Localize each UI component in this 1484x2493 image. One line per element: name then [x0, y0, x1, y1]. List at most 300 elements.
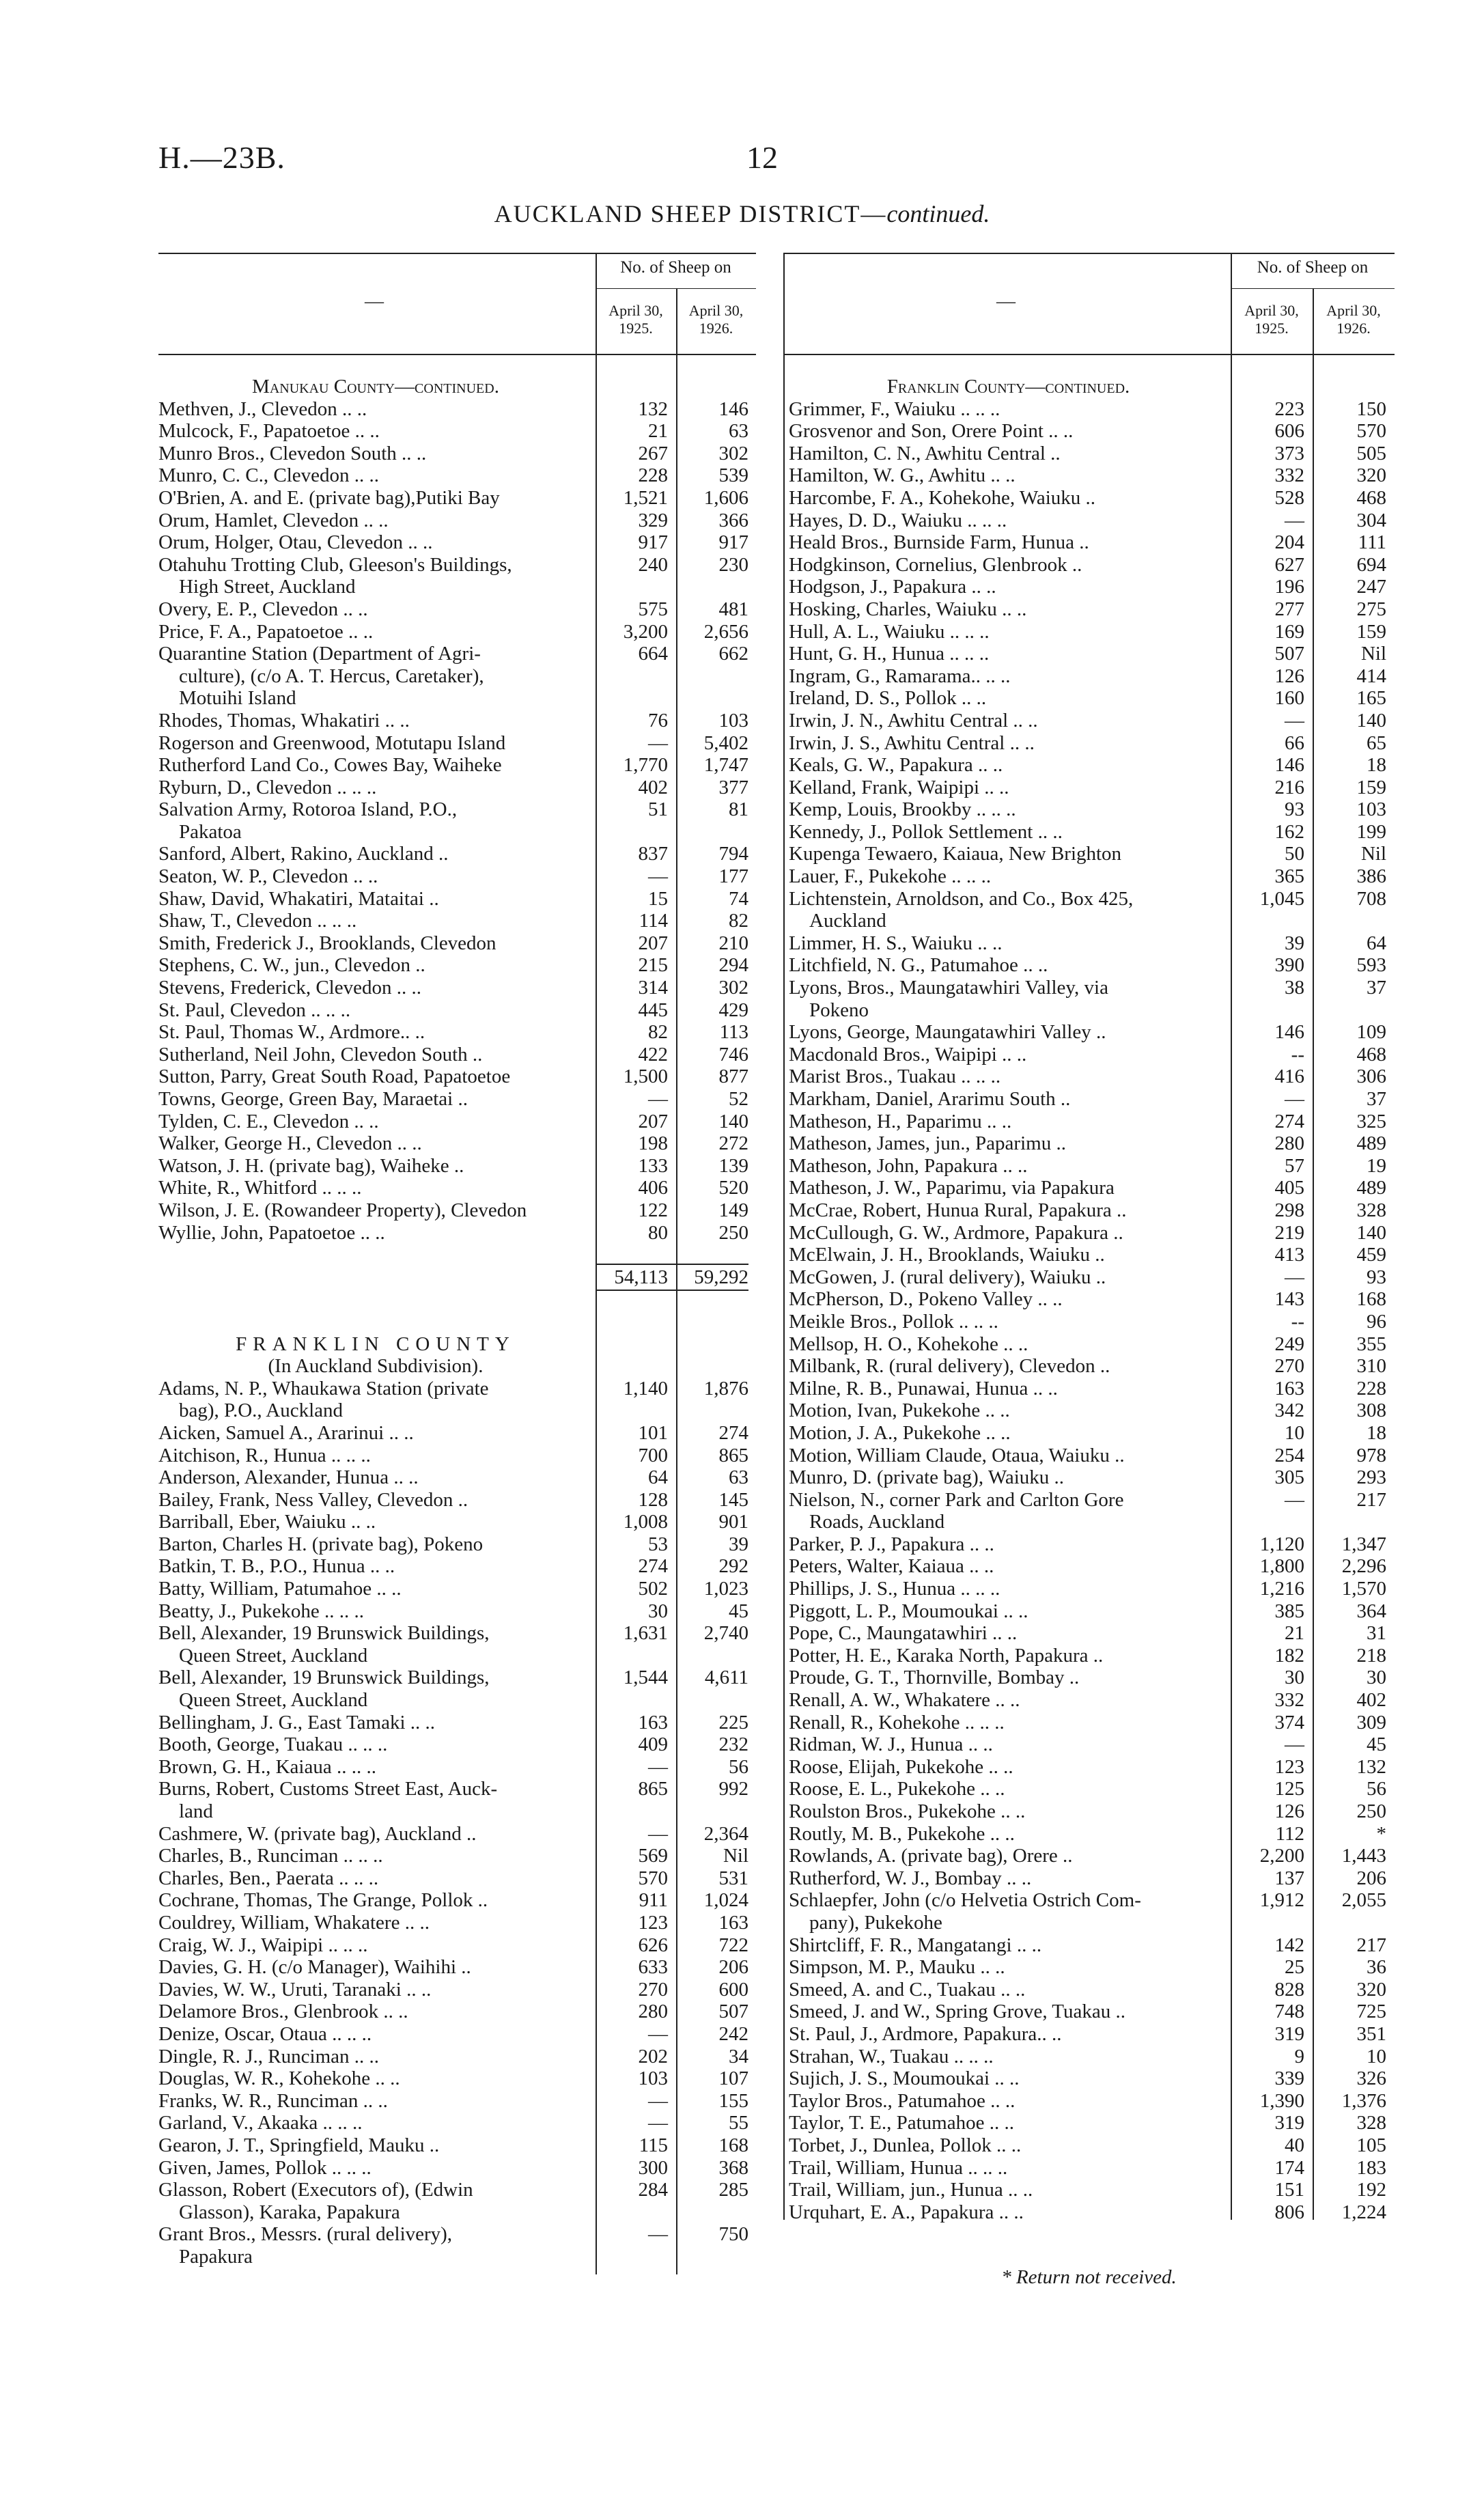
entry-name: Munro Bros., Clevedon South .. .. [158, 442, 427, 464]
table-row [158, 1712, 756, 1734]
entry-name: Price, F. A., Papatoetoe .. .. [158, 620, 374, 643]
title-main: AUCKLAND SHEEP [494, 200, 732, 227]
sheep-1925-value: 280 [638, 2001, 668, 2023]
col-1926-header: April 30, 1926. [688, 302, 744, 337]
sheep-1925-value: 223 [1274, 398, 1304, 420]
sheep-1925-value: 76 [648, 709, 668, 732]
entry-name: Piggott, L. P., Moumoukai .. .. [789, 1600, 1028, 1622]
sheep-1926-value: 368 [718, 2156, 748, 2179]
sheep-1925-value: 319 [1274, 2022, 1304, 2045]
entry-name: Dingle, R. J., Runciman .. .. [158, 2045, 380, 2067]
sheep-1925-value: 806 [1274, 2201, 1304, 2223]
total-rule [596, 1264, 748, 1265]
sheep-1926-value: 228 [1356, 1377, 1386, 1399]
sheep-1926-value: 308 [1356, 1399, 1386, 1422]
entry-name: Routly, M. B., Pukekohe .. .. [789, 1822, 1015, 1845]
entry-name: Matheson, H., Paparimu .. .. [789, 1110, 1012, 1132]
entry-name: Heald Bros., Burnside Farm, Hunua .. [789, 531, 1089, 554]
sheep-1925-value: 270 [1274, 1355, 1304, 1378]
table-row [158, 1355, 756, 1378]
sheep-1926-value: 750 [718, 2223, 748, 2246]
table-row [783, 1177, 1395, 1199]
table-row [158, 1600, 756, 1623]
entry-name: Rogerson and Greenwood, Motutapu Island [158, 732, 506, 754]
sheep-1925-value: -- [1291, 1310, 1304, 1333]
entry-name: Munro, D. (private bag), Waiuku .. [789, 1466, 1065, 1489]
table-row [158, 732, 756, 755]
sheep-1926-value: 304 [1356, 509, 1386, 531]
table-row [158, 1555, 756, 1578]
table-row [783, 1422, 1395, 1445]
table-row [783, 777, 1395, 799]
table-row [783, 1889, 1395, 1912]
sheep-1926-value: 992 [718, 1778, 748, 1800]
table-row [158, 1288, 756, 1311]
sheep-1925-value: 51 [648, 798, 668, 821]
sheep-1925-value: 204 [1274, 531, 1304, 554]
sheep-1926-value: 468 [1356, 1043, 1386, 1066]
sheep-1926-value: 217 [1356, 1934, 1386, 1956]
table-row [783, 621, 1395, 643]
table-row [783, 1645, 1395, 1667]
entry-name: Kupenga Tewaero, Kaiaua, New Brighton [789, 843, 1122, 865]
sheep-1925-value: 502 [638, 1578, 668, 1600]
table-row [158, 1889, 756, 1912]
sheep-1926-value: 429 [718, 999, 748, 1021]
table-row [783, 865, 1395, 888]
sheep-1925-value: — [648, 1822, 668, 1845]
table-row [158, 2246, 756, 2268]
sheep-1925-value: 1,770 [623, 754, 668, 777]
entry-name: Meikle Bros., Pollok .. .. .. [789, 1310, 998, 1333]
sheep-1925-value: — [648, 1088, 668, 1110]
table-row [158, 1778, 756, 1800]
sheep-1925-value: 202 [638, 2045, 668, 2067]
sheep-1925-value: 1,008 [623, 1511, 668, 1533]
entry-name: Batkin, T. B., P.O., Hunua .. .. [158, 1555, 395, 1578]
sheep-1926-value: 145 [718, 1488, 748, 1511]
sheep-1926-value: 150 [1356, 398, 1386, 420]
sheep-1925-value: 445 [638, 999, 668, 1021]
sheep-1926-value: 206 [1356, 1867, 1386, 1889]
table-row [158, 598, 756, 621]
sheep-1926-value: 55 [729, 2112, 748, 2134]
sheep-1926-value: 662 [718, 643, 748, 665]
section-heading: Manukau County—continued. [252, 376, 499, 398]
sheep-1925-value: 216 [1274, 776, 1304, 798]
table-row [158, 1021, 756, 1044]
table-row [158, 1845, 756, 1867]
sheep-1925-value: 66 [1285, 732, 1304, 754]
sheep-1926-value: 309 [1356, 1711, 1386, 1733]
entry-name: Franks, W. R., Runciman .. .. [158, 2089, 388, 2112]
sheep-1925-value: 274 [638, 1555, 668, 1578]
entry-name: Overy, E. P., Clevedon .. .. [158, 598, 368, 620]
sheep-1926-value: 168 [718, 2134, 748, 2156]
sheep-1925-value: 406 [638, 1177, 668, 1199]
sheep-1925-value: 917 [638, 531, 668, 554]
sheep-1926-value: 36 [1367, 1956, 1386, 1979]
table-row [783, 1199, 1395, 1222]
sheep-1925-value: 1,500 [623, 1066, 668, 1088]
sheep-1925-value: 277 [1274, 598, 1304, 620]
entry-name: Renall, A. W., Whakatere .. .. [789, 1689, 1020, 1712]
table-header-rule [783, 354, 1395, 355]
entry-name: Towns, George, Green Bay, Maraetai .. [158, 1088, 468, 1110]
table-row [783, 464, 1395, 487]
table-row [158, 1155, 756, 1178]
entry-name: Methven, J., Clevedon .. .. [158, 398, 367, 420]
sheep-1925-value: 53 [648, 1533, 668, 1555]
table-row [158, 398, 756, 421]
table-row [158, 1266, 756, 1289]
sheep-1925-value: 163 [1274, 1377, 1304, 1399]
sheep-1926-value: 139 [718, 1154, 748, 1177]
table-row [783, 1533, 1395, 1556]
sheep-1926-value: 109 [1356, 1021, 1386, 1044]
table-row [783, 2001, 1395, 2023]
sheep-1926-value: 877 [718, 1066, 748, 1088]
sheep-1925-value: — [1285, 1266, 1304, 1288]
sheep-1926-value: Nil [1360, 843, 1386, 865]
sheep-1926-value: 306 [1356, 1066, 1386, 1088]
entry-name: Queen Street, Auckland [179, 1689, 368, 1712]
sheep-1926-value: 165 [1356, 687, 1386, 710]
sheep-1926-value: 1,876 [703, 1377, 748, 1399]
table-row [158, 2046, 756, 2068]
sheep-1926-value: * [1376, 1822, 1386, 1845]
entry-name: Given, James, Pollok .. .. .. [158, 2156, 372, 2179]
sheep-1925-value: 569 [638, 1845, 668, 1867]
table-row [158, 2134, 756, 2157]
entry-name: Mellsop, H. O., Kohekohe .. .. [789, 1333, 1028, 1355]
sheep-1925-value: 1,120 [1259, 1533, 1304, 1555]
sheep-1926-value: 593 [1356, 954, 1386, 977]
sheep-1925-value: 133 [638, 1154, 668, 1177]
table-row [783, 1244, 1395, 1266]
sheep-1926-value: 64 [1367, 932, 1386, 954]
section-heading: Franklin County—continued. [886, 376, 1130, 398]
table-row [783, 1689, 1395, 1712]
entry-name: Bailey, Frank, Ness Valley, Clevedon .. [158, 1488, 468, 1511]
entry-name: Auckland [809, 910, 886, 932]
table-row [158, 1199, 756, 1222]
table-row [158, 420, 756, 443]
table-row [158, 1622, 756, 1645]
entry-name: Smeed, J. and W., Spring Grove, Tuakau .. [789, 2001, 1125, 2023]
table-row [783, 1667, 1395, 1689]
sheep-1925-value: 112 [1275, 1822, 1304, 1845]
table-row [158, 954, 756, 977]
entry-name: Taylor, T. E., Patumahoe .. .. [789, 2112, 1014, 2134]
table-row [783, 554, 1395, 576]
sheep-1926-value: 168 [1356, 1288, 1386, 1311]
entry-name: Markham, Daniel, Ararimu South .. [789, 1088, 1071, 1110]
sheep-1926-value: 1,606 [703, 486, 748, 509]
entry-name: Denize, Oscar, Otaua .. .. .. [158, 2022, 372, 2045]
sheep-1926-value: 310 [1356, 1355, 1386, 1378]
sheep-1926-value: 111 [1358, 531, 1386, 554]
sheep-1925-value: 215 [638, 954, 668, 977]
table-row [783, 1222, 1395, 1244]
sheep-1926-value: 917 [718, 531, 748, 554]
entry-name: Salvation Army, Rotoroa Island, P.O., [158, 798, 458, 821]
entry-name: Parker, P. J., Papakura .. .. [789, 1533, 994, 1555]
entry-name: Urquhart, E. A., Papakura .. .. [789, 2201, 1024, 2223]
table-row [158, 1912, 756, 1934]
table-row [158, 531, 756, 554]
sheep-count-group-header: No. of Sheep on [620, 258, 731, 277]
sheep-1925-value: 305 [1274, 1466, 1304, 1489]
sheep-1926-value: 1,224 [1341, 2201, 1386, 2223]
sheep-1925-value: 606 [1274, 420, 1304, 443]
entry-name: Sanford, Albert, Rakino, Auckland .. [158, 843, 449, 865]
entry-name: Aitchison, R., Hunua .. .. .. [158, 1444, 371, 1466]
table-row [783, 1355, 1395, 1378]
sheep-1926-value: 52 [729, 1088, 748, 1110]
sheep-1925-value: 240 [638, 553, 668, 576]
sheep-1926-value: 746 [718, 1043, 748, 1066]
entry-name: Phillips, J. S., Hunua .. .. .. [789, 1578, 1000, 1600]
sheep-1926-value: 218 [1356, 1644, 1386, 1667]
entry-name: Peters, Walter, Kaiaua .. .. [789, 1555, 994, 1578]
table-row [783, 487, 1395, 510]
entry-name: McElwain, J. H., Brooklands, Waiuku .. [789, 1244, 1105, 1266]
sheep-1925-value: 837 [638, 843, 668, 865]
table-row [783, 598, 1395, 621]
entry-name: Smith, Frederick J., Brooklands, Clevedon [158, 932, 496, 954]
entry-name: Grimmer, F., Waiuku .. .. .. [789, 398, 1000, 420]
county-heading: FRANKLIN COUNTY [236, 1333, 516, 1355]
sheep-1926-value: 45 [1367, 1733, 1386, 1756]
table-row [158, 1177, 756, 1199]
entry-name: Aicken, Samuel A., Ararinui .. .. [158, 1421, 414, 1444]
sheep-1926-value: 81 [729, 798, 748, 821]
entry-name: Orum, Hamlet, Clevedon .. .. [158, 509, 389, 531]
sheep-1925-value: 413 [1274, 1244, 1304, 1266]
sheep-1925-value: -- [1291, 1043, 1304, 1066]
entry-name: Ridman, W. J., Hunua .. .. [789, 1733, 993, 1756]
table-row [158, 1466, 756, 1489]
sheep-1926-value: 377 [718, 776, 748, 798]
table-row [783, 1311, 1395, 1333]
table-row [783, 376, 1395, 398]
entry-name: Quarantine Station (Department of Agri- [158, 643, 481, 665]
sheep-1925-value: 196 [1274, 576, 1304, 598]
table-row [158, 2201, 756, 2224]
table-row [158, 1489, 756, 1512]
sheep-1926-value: 242 [718, 2022, 748, 2045]
table-row [783, 1756, 1395, 1779]
sheep-1925-value: 664 [638, 643, 668, 665]
sheep-1925-value: 575 [638, 598, 668, 620]
table-row [158, 554, 756, 576]
table-row [158, 1823, 756, 1846]
sheep-1926-value: Nil [1360, 643, 1386, 665]
sheep-1926-value: 132 [1356, 1755, 1386, 1778]
table-row [158, 1132, 756, 1155]
entry-name: Otahuhu Trotting Club, Gleeson's Buildings, [158, 553, 512, 576]
col-1925-header: April 30, 1925. [608, 302, 663, 337]
sheep-1926-value: 481 [718, 598, 748, 620]
sheep-1925-value: 114 [639, 910, 668, 932]
entry-name: Rutherford Land Co., Cowes Bay, Waiheke [158, 754, 502, 777]
sheep-1926-value: 192 [1356, 2179, 1386, 2201]
table-row [158, 376, 756, 398]
entry-name: Rhodes, Thomas, Whakatiri .. .. [158, 709, 410, 732]
table-row [158, 665, 756, 688]
table-row [158, 1667, 756, 1689]
sheep-1925-value: 374 [1274, 1711, 1304, 1733]
sheep-1925-value: 314 [638, 977, 668, 999]
sheep-1925-value: 25 [1285, 1956, 1304, 1979]
entry-name: pany), Pukekohe [809, 1911, 942, 1934]
table-row [783, 910, 1395, 932]
entry-name: St. Paul, Clevedon .. .. .. [158, 999, 351, 1021]
table-row [158, 1979, 756, 2001]
sheep-1925-value: 626 [638, 1934, 668, 1956]
entry-name: Couldrey, William, Whakatere .. .. [158, 1911, 430, 1934]
table-row [158, 1645, 756, 1667]
table-row [783, 1399, 1395, 1422]
table-row [783, 888, 1395, 910]
table-row [158, 576, 756, 598]
sheep-1926-value: 1,347 [1341, 1533, 1386, 1555]
table-row [783, 1155, 1395, 1178]
table-row [783, 665, 1395, 688]
table-row [783, 2179, 1395, 2201]
table-row [783, 732, 1395, 755]
table-row [158, 1111, 756, 1133]
header-subline [596, 288, 756, 289]
sheep-1925-value: 373 [1274, 442, 1304, 464]
table-row [158, 2157, 756, 2179]
sheep-1925-value: 1,521 [623, 486, 668, 509]
sheep-1926-value: 355 [1356, 1333, 1386, 1355]
entry-name: Potter, H. E., Karaka North, Papakura .. [789, 1644, 1104, 1667]
table-row [783, 2046, 1395, 2068]
sheep-1925-value: 228 [638, 464, 668, 487]
table-row [783, 1555, 1395, 1578]
sheep-1926-value: 107 [718, 2067, 748, 2090]
sheep-1925-value: — [1285, 1488, 1304, 1511]
sheep-1926-value: Nil [723, 1845, 748, 1867]
sheep-1926-value: 489 [1356, 1177, 1386, 1199]
table-row [158, 1044, 756, 1066]
table-row [158, 464, 756, 487]
table-row [158, 2001, 756, 2023]
table-row [783, 1622, 1395, 1645]
entry-name: Wilson, J. E. (Rowandeer Property), Clevedon [158, 1199, 527, 1221]
table-row [783, 1466, 1395, 1489]
sheep-1926-value: 105 [1356, 2134, 1386, 2156]
entry-name: Irwin, J. S., Awhitu Central .. .. [789, 732, 1035, 754]
entry-name: Sutherland, Neil John, Clevedon South .. [158, 1043, 483, 1066]
sheep-1926-value: 272 [718, 1132, 748, 1155]
sheep-1926-value: 159 [1356, 776, 1386, 798]
sheep-1926-value: 325 [1356, 1110, 1386, 1132]
table-row [783, 1378, 1395, 1400]
sheep-1925-value: 125 [1274, 1778, 1304, 1800]
table-row [783, 2201, 1395, 2224]
table-row [158, 999, 756, 1022]
entry-name: Bell, Alexander, 19 Brunswick Buildings, [158, 1667, 490, 1689]
entry-name: Watson, J. H. (private bag), Waiheke .. [158, 1154, 464, 1177]
sheep-1926-value: 1,747 [703, 754, 748, 777]
entry-name: Roulston Bros., Pukekohe .. .. [789, 1800, 1026, 1822]
table-row [783, 1021, 1395, 1044]
sheep-1926-value: 402 [1356, 1689, 1386, 1712]
table-row [158, 1066, 756, 1088]
title-italic: continued. [886, 200, 990, 227]
sheep-1925-value: 30 [1285, 1667, 1304, 1689]
sheep-1925-value: 332 [1274, 464, 1304, 487]
entry-name: bag), P.O., Auckland [179, 1399, 344, 1422]
sheep-1925-value: 103 [638, 2067, 668, 2090]
entry-name: McPherson, D., Pokeno Valley .. .. [789, 1288, 1063, 1311]
sheep-1926-value: 232 [718, 1733, 748, 1756]
sheep-1926-value: 140 [1356, 1221, 1386, 1244]
sheep-1925-value: 207 [638, 1110, 668, 1132]
entry-name: Tylden, C. E., Clevedon .. .. [158, 1110, 379, 1132]
table-row [783, 2157, 1395, 2179]
sheep-count-group-header: No. of Sheep on [1257, 258, 1369, 277]
sheep-1926-value: 155 [718, 2089, 748, 2112]
sheep-1925-value: 39 [1285, 932, 1304, 954]
sheep-1925-value: 80 [648, 1221, 668, 1244]
sheep-1926-value: 34 [729, 2045, 748, 2067]
table-row [783, 1934, 1395, 1957]
sheep-1925-value: 1,216 [1259, 1578, 1304, 1600]
entry-name: Smeed, A. and C., Tuakau .. .. [789, 1978, 1026, 2001]
sheep-1926-value: 206 [718, 1956, 748, 1979]
table-row [783, 1044, 1395, 1066]
entry-name: Marist Bros., Tuakau .. .. .. [789, 1066, 1001, 1088]
sheep-1925-value: 21 [648, 420, 668, 443]
sheep-1925-value: 146 [1274, 754, 1304, 777]
sheep-1926-value: 725 [1356, 2001, 1386, 2023]
sheep-1925-value: 143 [1274, 1288, 1304, 1311]
sheep-1925-value: — [648, 2089, 668, 2112]
entry-name: Ireland, D. S., Pollok .. .. [789, 687, 987, 710]
sheep-1925-value: 142 [1274, 1934, 1304, 1956]
table-row [783, 710, 1395, 732]
table-row [783, 1712, 1395, 1734]
sheep-1925-value: 198 [638, 1132, 668, 1155]
sheep-1926-value: 489 [1356, 1132, 1386, 1155]
sheep-1926-value: 250 [1356, 1800, 1386, 1822]
sheep-1925-value: — [648, 2022, 668, 2045]
entry-name: Keals, G. W., Papakura .. .. [789, 754, 1003, 777]
col-1925-header: April 30, 1925. [1244, 302, 1299, 337]
entry-name: Bell, Alexander, 19 Brunswick Buildings, [158, 1622, 490, 1645]
entry-name: Torbet, J., Dunlea, Pollok .. .. [789, 2134, 1022, 2156]
table-row [783, 1445, 1395, 1467]
sheep-1926-value: 19 [1367, 1154, 1386, 1177]
table-row [783, 1778, 1395, 1800]
left-rows [158, 376, 756, 2268]
sheep-1925-value: 365 [1274, 865, 1304, 888]
entry-name: Davies, G. H. (c/o Manager), Waihihi .. [158, 1956, 471, 1979]
sheep-1925-value: 15 [648, 887, 668, 910]
sheep-1926-value: 10 [1367, 2045, 1386, 2067]
sheep-1926-value: 140 [1356, 709, 1386, 732]
sheep-1926-value: 366 [718, 509, 748, 531]
sheep-1926-value: 140 [718, 1110, 748, 1132]
entry-name: St. Paul, J., Ardmore, Papakura.. .. [789, 2022, 1062, 2045]
name-column-header: — [365, 291, 384, 312]
sheep-1926-value: 56 [729, 1755, 748, 1778]
